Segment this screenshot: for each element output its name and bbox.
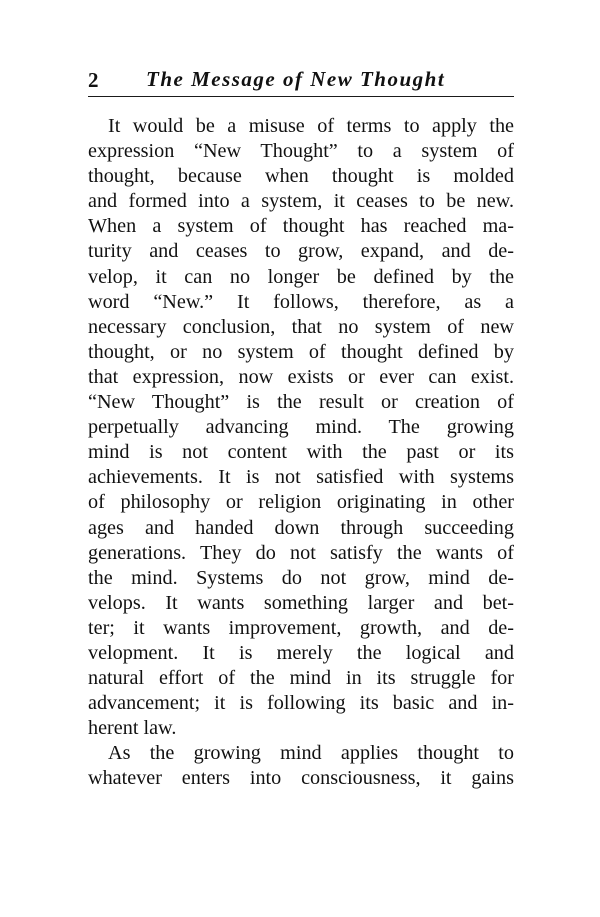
paragraph-1 (88, 114, 514, 741)
text-line: thought, or no system of thought defined by (88, 340, 514, 363)
text-line: thought, because when thought is molded (88, 165, 514, 188)
text-line: ages and handed down through succeeding (88, 516, 514, 539)
text-line: whatever enters into consciousness, it gains (88, 767, 514, 790)
text-line: achievements. It is not satisfied with systems (88, 466, 514, 489)
text-line: and formed into a system, it ceases to be new. (88, 190, 514, 213)
text-line: natural effort of the mind in its struggle for (88, 667, 514, 690)
text-line: generations. They do not satisfy the wants of (88, 541, 514, 564)
running-title: The Message of New Thought (146, 67, 446, 91)
page-number: 2 (88, 68, 99, 92)
text-line: necessary conclusion, that no system of new (88, 315, 514, 338)
running-head (88, 66, 514, 97)
text-line: the mind. Systems do not grow, mind de- (88, 566, 514, 589)
text-line: It would be a misuse of terms to apply the (108, 115, 514, 137)
text-line: word “New.” It follows, therefore, as a (88, 290, 514, 313)
text-line: mind is not content with the past or its (88, 441, 514, 464)
text-line: “New Thought” is the result or creation of (88, 391, 514, 414)
text-line: expression “New Thought” to a system of (88, 140, 514, 163)
text-line: perpetually advancing mind. The growing (88, 416, 514, 439)
body-text (88, 114, 514, 792)
text-line: of philosophy or religion originating in other (88, 491, 514, 514)
text-line: As the growing mind applies thought to (108, 742, 514, 765)
text-line: When a system of thought has reached ma- (88, 215, 514, 238)
text-line: ter; it wants improvement, growth, and de- (88, 616, 514, 639)
text-line: velop, it can no longer be defined by the (88, 265, 514, 288)
text-line: turity and ceases to grow, expand, and de- (88, 240, 514, 263)
text-line: velopment. It is merely the logical and (88, 641, 514, 664)
text-line: velops. It wants something larger and bet- (88, 591, 514, 614)
paragraph-2 (88, 741, 514, 791)
text-line: that expression, now exists or ever can exist. (88, 365, 514, 388)
text-line: advancement; it is following its basic and in- (88, 692, 514, 715)
text-line: herent law. (88, 717, 177, 740)
